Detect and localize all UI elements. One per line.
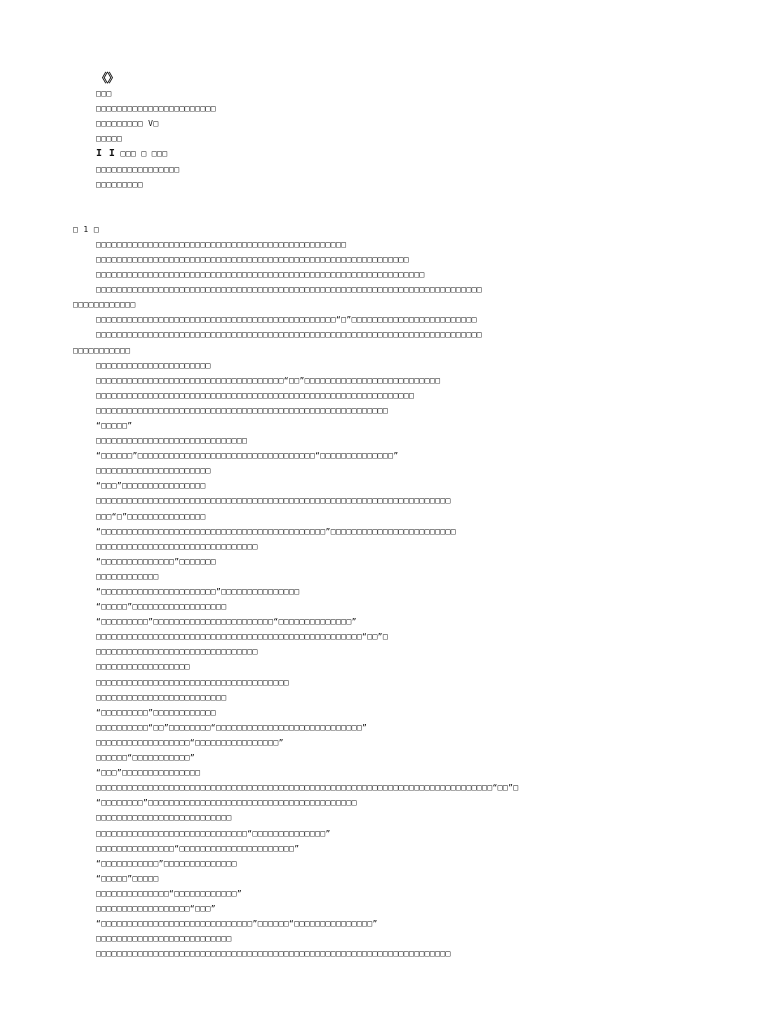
front-line-1: □□□ — [96, 89, 112, 99]
paragraph-line: “□□□”□□□□□□□□□□□□□□□ — [96, 768, 201, 778]
paragraph-line: “□□□□□”□□□□□□□□□□□□□□□□□□ — [96, 602, 227, 612]
paragraph-line: □□□□□□□□□□□ — [73, 345, 131, 355]
paragraph-line: “□□□□□□□□”□□□□□□□□□□□□□□□□□□□□□□□□□□□□□□□□□□□□□□□□ — [96, 798, 357, 808]
paragraph-line: □□□□□□□□□□□□□□□□□□□□□□□□□ — [96, 692, 227, 702]
paragraph-line: □□□□□□□□□□□□□□□□□□□□□□□□□□□□□□□□□□□□□□□□□□□□□□□□□□□□□□□□□□□□□□□□□□□□□□□□□□ — [96, 285, 483, 295]
paragraph-line: “□□□□□□□□□□□□□□□□□□□□□□□□□□□□□□□□□□□□□□□□□□□”□□□□□□□□□□□□□□□□□□□□□□□□ — [96, 526, 456, 536]
front-line-7: □□□□□□□□□ — [96, 179, 143, 189]
paragraph-line: □□□□□□□□□□□□□□□□□□□□□□□□□□□□□“□□□□□□□□□□□□□□” — [96, 828, 331, 838]
paragraph-line: “□□□□□□□□□”□□□□□□□□□□□□ — [96, 707, 216, 717]
front-line-5-text: □□□ □ □□□ — [120, 149, 168, 159]
front-line-5 — [73, 146, 713, 161]
front-line-2: □□□□□□□□□□□□□□□□□□□□□□□ — [96, 104, 216, 114]
paragraph-line: “□□□□□□□□□□□□□□□□□□□□□□□□□□□□□”□□□□□□“□□□□□□□□□□□□□□□” — [96, 919, 378, 929]
paragraph-line: □□□□□□□□□□□□□□□□□□□□□□□□□□□□□□□□□□□□□ — [96, 677, 290, 687]
paragraph-line: □□□□□□“□□□□□□□□□□□” — [96, 753, 196, 763]
paragraph-line: □□□□□□□□□□□□□□□□□□□□□□□□□□□□□□□□□□□□□□□□□□□□□□“□”□□□□□□□□□□□□□□□□□□□□□□□□ — [96, 315, 477, 325]
paragraph-line: □□□□□□□□□□□□□□□□□□□□□□□□□□□□□□□□□□□□“□□”□□□□□□□□□□□□□□□□□□□□□□□□□□ — [96, 375, 441, 385]
section-gap — [73, 192, 713, 222]
paragraph-line: □□□□□□□□□□□□□□□□□□ — [96, 662, 190, 672]
paragraph-line: “□□□□□□□□□”□□□□□□□□□□□□□□□□□□□□□□□“□□□□□□□□□□□□□□” — [96, 617, 357, 627]
paragraph-line: □□□□□□□□□□□□□□□□□□□□□□□□□□□□□□□□□□□□□□□□□□□□□□□□□□□□□□□□□□□□□□□□□□□□ — [96, 949, 451, 959]
paragraph-line: □□□□□□□□□□□□□□□□□□“□□□” — [96, 903, 216, 913]
pause-mark-icon: I I — [96, 148, 116, 160]
front-line-4: □□□□□ — [96, 134, 123, 144]
paragraph-line: “□□□□□” — [96, 420, 133, 430]
paragraph-line: □□□□□□□□□□□□ — [96, 571, 159, 581]
paragraph-line: □□□□□□□□□□□□□□□□□□□□□□□□□□□□□□□ — [96, 647, 258, 657]
paragraph-line: □□□□□□□□□□□□□□□□□□“□□□□□□□□□□□□□□□□” — [96, 737, 284, 747]
paragraph-line: □□□□□□□□□□□□□□□□□□□□□□□□□□□□□□□□□□□□□□□□□□□□□□□□□□□□□□□□□□□□ — [96, 254, 409, 264]
paragraph-line: □□□□□□□□□□□□□□□□□□□□□□□□□□□□□□□□□□□□□□□□□□□□□□□□□□□□□□□□□□□□□ — [96, 390, 415, 400]
book-icon: 《》 — [96, 71, 119, 85]
paragraph-line: □□□□□□□□□□□□□□□□□□□□□□□□□□□□□□□□□□□□□□□□□□□□□□□□□□□□□□□□ — [96, 405, 389, 415]
paragraph-line: “□□□□□□□□□□□□□□□□□□□□□□”□□□□□□□□□□□□□□□ — [96, 587, 300, 596]
paragraph-line: □□□□□□□□□□□□ — [73, 300, 136, 310]
paragraph-line: □□□“□”□□□□□□□□□□□□□□□ — [96, 511, 206, 521]
paragraph-line: □□□□□□□□□□□□□□□□□□□□□□□□□□ — [96, 813, 232, 823]
document-page — [73, 71, 713, 961]
paragraph-line: “□□□□□□□□□□□”□□□□□□□□□□□□□□ — [96, 858, 237, 868]
paragraph-line: “□□□□□”□□□□□ — [96, 873, 159, 883]
paragraph-line: “□□□□□□□□□□□□□□”□□□□□□□ — [96, 556, 216, 566]
paragraph-line: □□□□□□□□□□□□□□□□□□□□□□ — [96, 360, 211, 370]
paragraph-line: □□□□□□□□□□“□□”□□□□□□□□“□□□□□□□□□□□□□□□□□□□□□□□□□□□□” — [96, 722, 368, 732]
paragraph-line: □□□□□□□□□□□□□□□□□□□□□□□□□□□□□□□□□□□□□□□□□□□□□□□□□□□□□□□□□□□□□□□ — [96, 270, 425, 280]
paragraph-line: “□□□”□□□□□□□□□□□□□□□□ — [96, 481, 206, 491]
paragraph-line: □□□□□□□□□□□□□□□□□□□□□□ — [96, 466, 211, 476]
paragraph-line: □□□□□□□□□□□□□□□□□□□□□□□□□□□□□ — [96, 436, 248, 446]
paragraph-line: □□□□□□□□□□□□□□□□□□□□□□□□□□□□□□□□□□□□□□□□□□□□□□□□□□□□□□□□□□□□□□□□□□□□□□□□□□ — [96, 330, 483, 340]
paragraph-line: □□□□□□□□□□□□□□□“□□□□□□□□□□□□□□□□□□□□□□” — [96, 843, 300, 853]
chapter-heading: □ 1 □ — [73, 224, 100, 234]
paragraph-line: □□□□□□□□□□□□□□□□□□□□□□□□□□□□□□□□□□□□□□□□□□□□□□□□ — [96, 239, 347, 249]
chapter-body — [73, 237, 713, 962]
front-line-3: □□□□□□□□□ V□ — [96, 119, 159, 129]
paragraph-line: □□□□□□□□□□□□□□□□□□□□□□□□□□□□□□□□□□□□□□□□□□□□□□□□□□□□□□□□□□□□□□□□□□□□ — [96, 496, 451, 506]
paragraph-line: □□□□□□□□□□□□□□□□□□□□□□□□□□□□□□□ — [96, 541, 258, 551]
front-line-6: □□□□□□□□□□□□□□□□ — [96, 164, 180, 174]
paragraph-line: □□□□□□□□□□□□□□□□□□□□□□□□□□□□□□□□□□□□□□□□□□□□□□□□□□□“□□”□ — [96, 632, 389, 642]
paragraph-line: “□□□□□□”□□□□□□□□□□□□□□□□□□□□□□□□□□□□□□□□□□“□□□□□□□□□□□□□□” — [96, 451, 399, 461]
paragraph-line: □□□□□□□□□□□□□□“□□□□□□□□□□□□” — [96, 888, 243, 898]
paragraph-line: □□□□□□□□□□□□□□□□□□□□□□□□□□□□□□□□□□□□□□□□□□□□□□□□□□□□□□□□□□□□□□□□□□□□□□□□□□□□“□□”□ — [96, 783, 519, 793]
paragraph-line: □□□□□□□□□□□□□□□□□□□□□□□□□□ — [96, 934, 232, 944]
